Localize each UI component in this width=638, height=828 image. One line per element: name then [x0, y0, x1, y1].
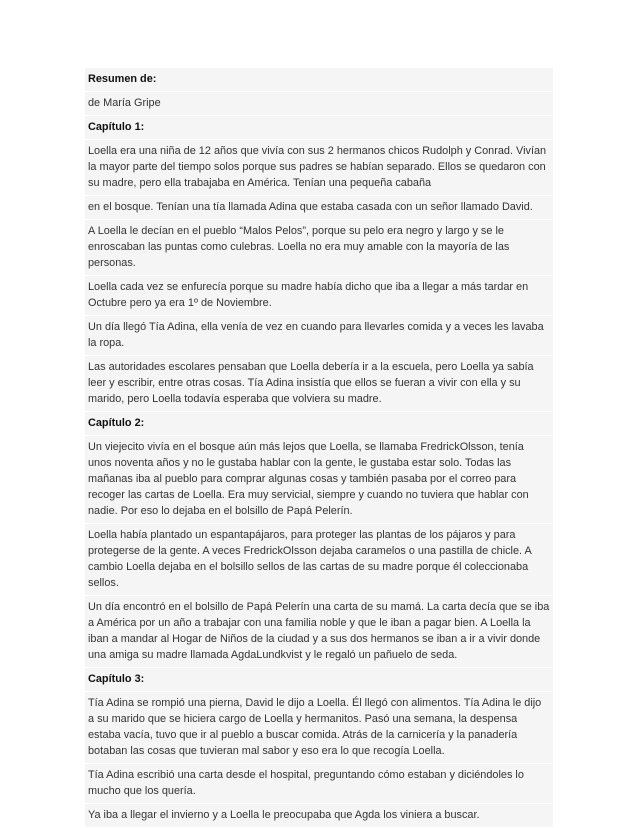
chapter-2-paragraph: Un viejecito vivía en el bosque aún más lejos que Loella, se llamaba FredrickOlsson, tenía unos noventa años y no le gustaba hablar con la gente, le gustaba estar solo. Todas las mañanas iba al pueblo para comprar algunas cosas y también pasaba por el correo para recoger las cartas de Loella. Era muy servicial, siempre y cuando no tuviera que hablar con nadie. Por eso lo dejaba en el bolsillo de Papá Pelerín.: [88, 441, 529, 517]
paragraph-block: [85, 692, 553, 764]
chapter-2-paragraph: Un día encontró en el bolsillo de Papá Pelerín una carta de su mamá. La carta decía que se iba a América por un año a trabajar con una familia noble y que le iban a pagar bien. A Loella la iban a mandar al Hogar de Niños de la ciudad y a sus dos hermanos se iban a ir a vivir donde una amiga su madre llamada AgdaLundkvist y le regaló un pañuelo de seda.: [88, 601, 550, 661]
paragraph-block: [85, 436, 553, 524]
author-block: [85, 92, 553, 116]
paragraph-block: [85, 764, 553, 804]
chapter-1-paragraph: Un día llegó Tía Adina, ella venía de vez en cuando para llevarles comida y a veces les lavaba la ropa.: [88, 321, 544, 349]
chapter-2-paragraph: Loella había plantado un espantapájaros, para proteger las plantas de los pájaros y para protegerse de la gente. A veces FredrickOlsson dejaba caramelos o una pastilla de chicle. A cambio Loella dejaba en el bolsillo sellos de las cartas de su madre porque él coleccionaba sellos.: [88, 529, 532, 589]
paragraph-block: [85, 196, 553, 220]
paragraph-block: [85, 596, 553, 668]
author-line: de María Gripe: [88, 97, 161, 109]
summary-heading: Resumen de:: [88, 73, 157, 85]
paragraph-block: [85, 316, 553, 356]
paragraph-block: [85, 220, 553, 276]
chapter-3-title: Capítulo 3:: [88, 673, 145, 685]
paragraph-block: [85, 804, 553, 828]
chapter-3-paragraph: Tía Adina se rompió una pierna, David le dijo a Loella. Él llegó con alimentos. Tía Adina le dijo a su marido que se hiciera cargo de Loella y hermanitos. Pasó una semana, la despensa estaba vacía, tuvo que ir al pueblo a buscar comida. Atrás de la carnicería y la panadería botaban las cosas que tuvieran mal sabor y eso era lo que recogía Loella.: [88, 697, 542, 757]
chapter-3-paragraph: Ya iba a llegar el invierno y a Loella le preocupaba que Agda los viniera a buscar.: [88, 809, 480, 821]
chapter-2-title: Capítulo 2:: [88, 417, 145, 429]
chapter-1-paragraph: Las autoridades escolares pensaban que Loella debería ir a la escuela, pero Loella ya sabía leer y escribir, entre otras cosas. Tía Adina insistía que ellos se fueran a vivir con ella y su marido, pero Loella todavía esperaba que volviera su madre.: [88, 361, 534, 405]
paragraph-block: [85, 524, 553, 596]
chapter-1-heading-block: [85, 116, 553, 140]
paragraph-block: [85, 140, 553, 196]
chapter-3-paragraph: Tía Adina escribió una carta desde el hospital, preguntando cómo estaban y diciéndoles lo mucho que los quería.: [88, 769, 524, 797]
paragraph-block: [85, 356, 553, 412]
chapter-1-paragraph: A Loella le decían en el pueblo “Malos Pelos”, porque su pelo era negro y largo y se le enroscaban las puntas como culebras. Loella no era muy amable con la mayoría de las personas.: [88, 225, 510, 269]
chapter-3-heading-block: [85, 668, 553, 692]
summary-heading-block: [85, 68, 553, 92]
chapter-1-paragraph: en el bosque. Tenían una tía llamada Adina que estaba casada con un señor llamado David.: [88, 201, 533, 213]
chapter-1-title: Capítulo 1:: [88, 121, 145, 133]
chapter-1-paragraph: Loella era una niña de 12 años que vivía con sus 2 hermanos chicos Rudolph y Conrad. Vivían la mayor parte del tiempo solos porque sus padres se habían separado. Ellos se quedaron con su madre, pero ella trabajaba en América. Tenían una pequeña cabaña: [88, 145, 547, 189]
document-body: [85, 68, 553, 828]
chapter-2-heading-block: [85, 412, 553, 436]
paragraph-block: [85, 276, 553, 316]
chapter-1-paragraph: Loella cada vez se enfurecía porque su madre había dicho que iba a llegar a más tardar en Octubre pero ya era 1º de Noviembre.: [88, 281, 529, 309]
